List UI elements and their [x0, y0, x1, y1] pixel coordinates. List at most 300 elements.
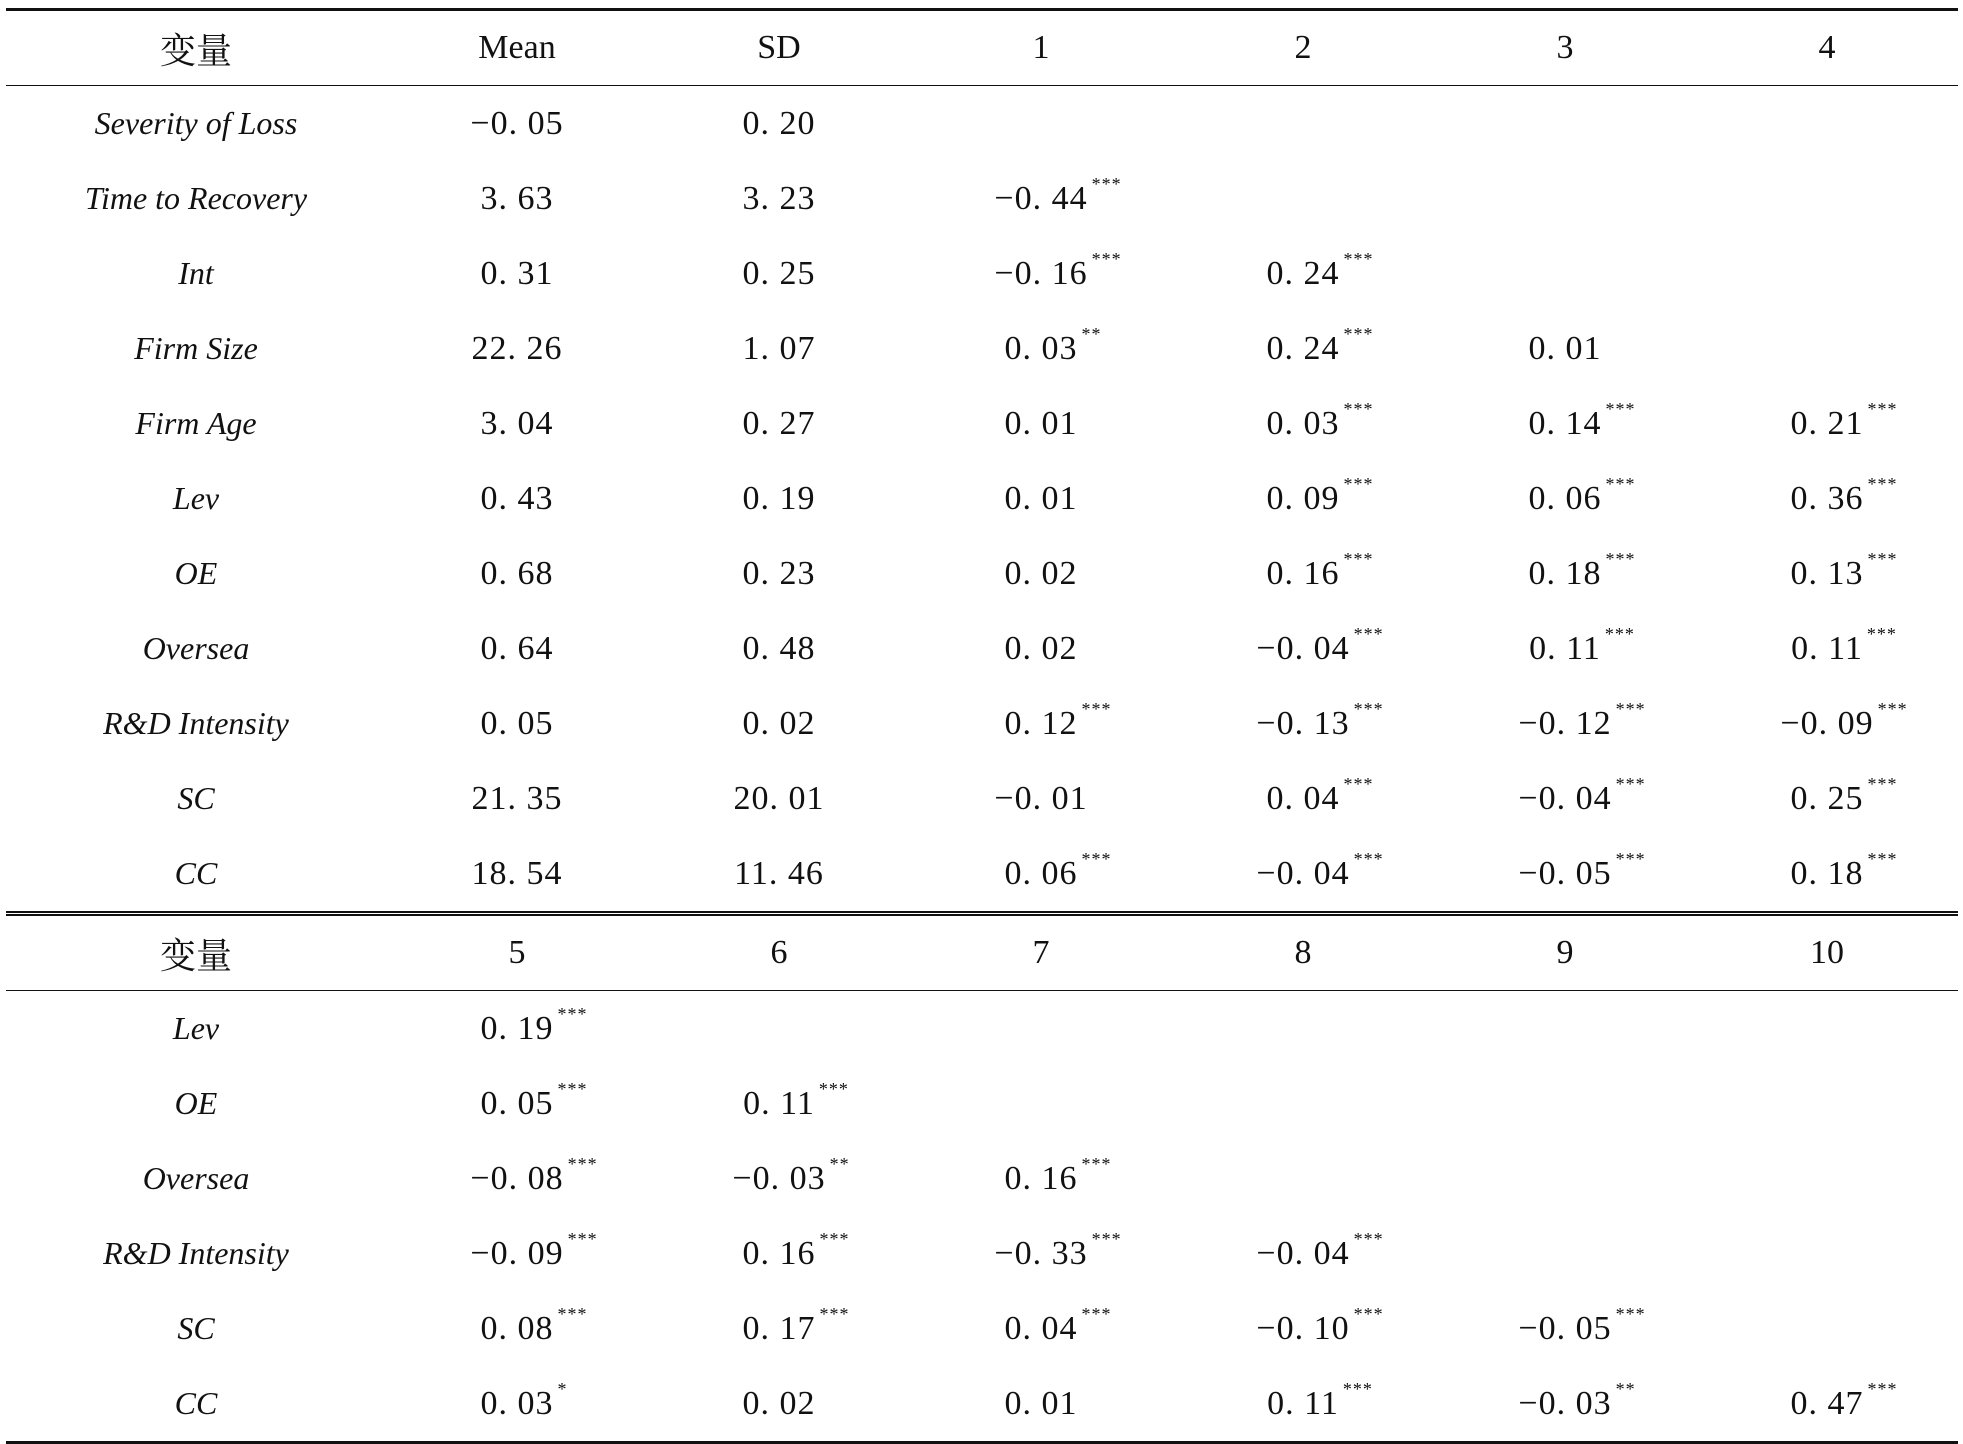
table-cell: [1696, 611, 1958, 686]
significance-stars: ***: [1615, 848, 1646, 869]
column-header: 6: [648, 914, 910, 991]
table-cell: [648, 761, 910, 836]
value-text: 0. 02: [742, 1384, 816, 1422]
column-header: 2: [1172, 10, 1434, 86]
value-text: −0. 09: [470, 1234, 564, 1272]
value-text: 0. 09: [1266, 479, 1340, 517]
table-cell: [1434, 1141, 1696, 1216]
value-text: 0. 01: [1528, 329, 1602, 367]
table-cell: [648, 1141, 910, 1216]
value-text: 0. 11: [743, 1084, 815, 1122]
table-cell: [1696, 386, 1958, 461]
column-header: 8: [1172, 914, 1434, 991]
cell-value: [1790, 398, 1898, 443]
cell-value: [742, 1228, 850, 1273]
significance-stars: ***: [1877, 698, 1908, 719]
table-row: [6, 1141, 1958, 1216]
table-cell: [1434, 461, 1696, 536]
significance-stars: ***: [819, 1303, 850, 1324]
table-row: [6, 86, 1958, 162]
significance-stars: ***: [1604, 623, 1635, 644]
variable-name: Severity of Loss: [94, 105, 298, 141]
value-text: −0. 13: [1256, 704, 1350, 742]
value-text: 0. 16: [742, 1234, 816, 1272]
significance-stars: ***: [819, 1228, 850, 1249]
table-cell: [1696, 1366, 1958, 1443]
cell-value: [994, 173, 1122, 218]
significance-stars: ***: [1353, 623, 1384, 644]
table-cell: [1172, 386, 1434, 461]
header-variable-label: 变量: [6, 10, 386, 86]
table-cell: [1434, 161, 1696, 236]
significance-stars: ***: [1343, 323, 1374, 344]
table-cell: [648, 1066, 910, 1141]
significance-stars: ***: [1867, 473, 1898, 494]
cell-value: [481, 480, 554, 518]
table-cell: [1172, 236, 1434, 311]
cell-value: [481, 630, 554, 668]
table-cell: [910, 611, 1172, 686]
cell-value: [1266, 323, 1374, 368]
significance-stars: ***: [1353, 1228, 1384, 1249]
cell-value: [1528, 548, 1636, 593]
table-cell: [910, 991, 1172, 1067]
value-text: 0. 05: [480, 704, 554, 742]
variable-name: Time to Recovery: [84, 180, 308, 216]
cell-value: [1266, 398, 1374, 443]
significance-stars: ***: [1615, 698, 1646, 719]
significance-stars: ***: [1867, 773, 1898, 794]
value-text: −0. 05: [1518, 854, 1612, 892]
table-cell: [648, 311, 910, 386]
value-text: −0. 44: [994, 179, 1088, 217]
cell-value: [1790, 548, 1898, 593]
value-text: −0. 05: [1518, 1309, 1612, 1347]
cell-value: [743, 180, 816, 218]
variable-name: SC: [177, 1310, 215, 1346]
cell-value: [1529, 330, 1602, 368]
cell-value: [1266, 548, 1374, 593]
table-cell: [648, 236, 910, 311]
cell-value: [743, 630, 816, 668]
value-text: 20. 01: [733, 779, 825, 817]
significance-stars: ***: [1343, 773, 1374, 794]
significance-stars: **: [1081, 323, 1102, 344]
significance-stars: ***: [1343, 473, 1374, 494]
table-cell: [386, 991, 648, 1067]
table-cell: [386, 311, 648, 386]
value-text: 3. 23: [742, 179, 816, 217]
value-text: 0. 64: [480, 629, 554, 667]
cell-value: [742, 1303, 850, 1348]
significance-stars: ***: [567, 1228, 598, 1249]
cell-value: [1791, 623, 1897, 668]
table-cell: [1172, 1216, 1434, 1291]
cell-value: [994, 1228, 1122, 1273]
value-text: 0. 01: [1004, 404, 1078, 442]
table-cell: [386, 1216, 648, 1291]
table-cell: [386, 1141, 648, 1216]
table-cell: [1696, 761, 1958, 836]
significance-stars: ***: [1081, 1303, 1112, 1324]
table-cell: [386, 1291, 648, 1366]
significance-stars: ***: [1343, 548, 1374, 569]
table-cell: [1434, 1366, 1696, 1443]
significance-stars: ***: [557, 1078, 588, 1099]
table-cell: [648, 1291, 910, 1366]
table-row: [6, 1066, 1958, 1141]
cell-value: [1528, 473, 1636, 518]
significance-stars: ***: [1867, 1378, 1898, 1399]
table-cell: [910, 1216, 1172, 1291]
significance-stars: ***: [1867, 548, 1898, 569]
table-row: [6, 1291, 1958, 1366]
value-text: −0. 09: [1780, 704, 1874, 742]
table-cell: [1434, 686, 1696, 761]
table-cell: [1434, 1216, 1696, 1291]
cell-value: [743, 330, 816, 368]
value-text: 0. 68: [480, 554, 554, 592]
table-row: [6, 761, 1958, 836]
column-header: Mean: [386, 10, 648, 86]
value-text: 0. 43: [480, 479, 554, 517]
cell-value: [470, 1228, 598, 1273]
table-cell: [386, 161, 648, 236]
cell-value: [1005, 405, 1078, 443]
column-header: 4: [1696, 10, 1958, 86]
cell-value: [1256, 848, 1384, 893]
value-text: 0. 02: [1004, 554, 1078, 592]
table-cell: [1696, 311, 1958, 386]
value-text: 0. 03: [1266, 404, 1340, 442]
cell-value: [1004, 848, 1112, 893]
variable-name: Oversea: [142, 1160, 250, 1196]
cell-value: [1266, 248, 1374, 293]
table-cell: [1434, 1291, 1696, 1366]
cell-value: [734, 780, 825, 818]
cell-value: [480, 1378, 568, 1423]
table-cell: [386, 386, 648, 461]
cell-value: [1518, 773, 1646, 818]
value-text: 0. 18: [1790, 854, 1864, 892]
correlation-table-container: [6, 8, 1958, 1444]
value-text: 0. 04: [1004, 1309, 1078, 1347]
value-text: 0. 02: [1004, 629, 1078, 667]
significance-stars: ***: [1343, 398, 1374, 419]
significance-stars: **: [1615, 1378, 1636, 1399]
table-cell: [1696, 161, 1958, 236]
significance-stars: ***: [1081, 1153, 1112, 1174]
cell-value: [1004, 698, 1112, 743]
value-text: 0. 12: [1004, 704, 1078, 742]
cell-value: [1518, 1303, 1646, 1348]
table-cell: [1696, 536, 1958, 611]
correlation-table: [6, 8, 1958, 1444]
value-text: −0. 05: [470, 104, 564, 142]
cell-value: [1256, 1303, 1384, 1348]
value-text: 0. 02: [742, 704, 816, 742]
cell-value: [1267, 1378, 1373, 1423]
value-text: 0. 48: [742, 629, 816, 667]
variable-name: SC: [177, 780, 215, 816]
table-cell: [1434, 991, 1696, 1067]
value-text: 0. 18: [1528, 554, 1602, 592]
value-text: 1. 07: [742, 329, 816, 367]
cell-value: [743, 255, 816, 293]
table-cell: [1172, 86, 1434, 162]
significance-stars: *: [557, 1378, 568, 1399]
significance-stars: ***: [557, 1003, 588, 1024]
table-cell: [1696, 1141, 1958, 1216]
table-cell: [1434, 536, 1696, 611]
significance-stars: ***: [557, 1303, 588, 1324]
value-text: 0. 11: [1529, 629, 1601, 667]
value-text: −0. 04: [1518, 779, 1612, 817]
cell-value: [1790, 473, 1898, 518]
table-cell: [1172, 1291, 1434, 1366]
table-cell: [910, 461, 1172, 536]
table-cell: [648, 386, 910, 461]
table-cell: [910, 161, 1172, 236]
value-text: 0. 21: [1790, 404, 1864, 442]
table-cell: [1434, 236, 1696, 311]
panel1-header-row: [6, 10, 1958, 86]
table-cell: [648, 836, 910, 914]
table-row: [6, 611, 1958, 686]
cell-value: [1266, 773, 1374, 818]
value-text: 0. 11: [1791, 629, 1863, 667]
significance-stars: ***: [1091, 173, 1122, 194]
significance-stars: ***: [1353, 848, 1384, 869]
variable-name: CC: [6, 1366, 386, 1443]
cell-value: [480, 1303, 588, 1348]
table-cell: [386, 86, 648, 162]
table-cell: [1172, 686, 1434, 761]
cell-value: [1005, 555, 1078, 593]
cell-value: [743, 555, 816, 593]
cell-value: [1256, 623, 1384, 668]
table-cell: [1434, 836, 1696, 914]
table-cell: [910, 1291, 1172, 1366]
cell-value: [743, 705, 816, 743]
value-text: 3. 04: [480, 404, 554, 442]
table-row: [6, 461, 1958, 536]
value-text: −0. 04: [1256, 1234, 1350, 1272]
cell-value: [470, 105, 563, 143]
significance-stars: ***: [1091, 1228, 1122, 1249]
table-cell: [1434, 311, 1696, 386]
significance-stars: ***: [1353, 1303, 1384, 1324]
value-text: 0. 23: [742, 554, 816, 592]
variable-name: R&D Intensity: [103, 705, 289, 741]
value-text: 11. 46: [734, 854, 824, 892]
cell-value: [1256, 698, 1384, 743]
table-cell: [910, 536, 1172, 611]
cell-value: [1790, 1378, 1898, 1423]
value-text: 0. 19: [742, 479, 816, 517]
table-body: [6, 10, 1958, 1443]
table-cell: [1696, 1291, 1958, 1366]
table-cell: [910, 236, 1172, 311]
significance-stars: ***: [1615, 773, 1646, 794]
value-text: −0. 10: [1256, 1309, 1350, 1347]
value-text: 0. 01: [1004, 1384, 1078, 1422]
cell-value: [1005, 630, 1078, 668]
column-header: 5: [386, 914, 648, 991]
value-text: 0. 17: [742, 1309, 816, 1347]
variable-name: R&D Intensity: [103, 1235, 289, 1271]
variable-name: Oversea: [142, 630, 250, 666]
table-row: [6, 1216, 1958, 1291]
cell-value: [1518, 848, 1646, 893]
cell-value: [472, 780, 563, 818]
table-cell: [1434, 1066, 1696, 1141]
table-cell: [1696, 236, 1958, 311]
significance-stars: ***: [1867, 398, 1898, 419]
value-text: −0. 03: [1518, 1384, 1612, 1422]
panel2-header-row: [6, 914, 1958, 991]
value-text: 0. 16: [1266, 554, 1340, 592]
significance-stars: **: [829, 1153, 850, 1174]
value-text: 0. 25: [1790, 779, 1864, 817]
table-cell: [1696, 836, 1958, 914]
table-row: [6, 686, 1958, 761]
table-cell: [1696, 86, 1958, 162]
table-cell: [648, 1366, 910, 1443]
table-cell: [910, 836, 1172, 914]
table-cell: [1696, 1066, 1958, 1141]
value-text: −0. 01: [994, 779, 1088, 817]
significance-stars: ***: [1342, 1378, 1373, 1399]
cell-value: [1004, 1153, 1112, 1198]
table-cell: [1172, 1066, 1434, 1141]
table-cell: [1434, 611, 1696, 686]
value-text: 0. 01: [1004, 479, 1078, 517]
value-text: −0. 04: [1256, 854, 1350, 892]
significance-stars: ***: [1091, 248, 1122, 269]
table-cell: [1696, 1216, 1958, 1291]
value-text: 0. 36: [1790, 479, 1864, 517]
cell-value: [994, 248, 1122, 293]
cell-value: [1005, 1385, 1078, 1423]
cell-value: [481, 705, 554, 743]
value-text: −0. 03: [732, 1159, 826, 1197]
cell-value: [994, 780, 1087, 818]
variable-name: OE: [174, 555, 218, 591]
cell-value: [1256, 1228, 1384, 1273]
variable-name: Int: [178, 255, 214, 291]
table-cell: [648, 86, 910, 162]
cell-value: [1518, 698, 1646, 743]
significance-stars: ***: [1866, 623, 1897, 644]
value-text: 0. 11: [1267, 1384, 1339, 1422]
value-text: 18. 54: [471, 854, 563, 892]
cell-value: [480, 1003, 588, 1048]
table-cell: [1172, 611, 1434, 686]
table-row: [6, 536, 1958, 611]
table-cell: [910, 386, 1172, 461]
table-cell: [1172, 1366, 1434, 1443]
table-row: [6, 386, 1958, 461]
cell-value: [1004, 1303, 1112, 1348]
variable-name: Firm Size: [134, 330, 258, 366]
table-cell: [648, 1216, 910, 1291]
cell-value: [743, 1078, 849, 1123]
value-text: 0. 25: [742, 254, 816, 292]
table-cell: [910, 1141, 1172, 1216]
value-text: 0. 04: [1266, 779, 1340, 817]
variable-name: CC: [6, 836, 386, 914]
significance-stars: ***: [567, 1153, 598, 1174]
table-cell: [648, 611, 910, 686]
table-cell: [386, 236, 648, 311]
significance-stars: ***: [1353, 698, 1384, 719]
table-row: [6, 236, 1958, 311]
table-cell: [1434, 761, 1696, 836]
significance-stars: ***: [1081, 698, 1112, 719]
value-text: 0. 14: [1528, 404, 1602, 442]
cell-value: [470, 1153, 598, 1198]
cell-value: [481, 405, 554, 443]
table-cell: [386, 836, 648, 914]
table-cell: [386, 1066, 648, 1141]
value-text: 0. 06: [1004, 854, 1078, 892]
table-cell: [386, 686, 648, 761]
value-text: −0. 16: [994, 254, 1088, 292]
table-cell: [910, 86, 1172, 162]
column-header: 3: [1434, 10, 1696, 86]
table-row: [6, 161, 1958, 236]
value-text: 0. 24: [1266, 329, 1340, 367]
value-text: 0. 27: [742, 404, 816, 442]
value-text: −0. 12: [1518, 704, 1612, 742]
table-cell: [1172, 461, 1434, 536]
cell-value: [1005, 480, 1078, 518]
value-text: 3. 63: [480, 179, 554, 217]
cell-value: [1790, 848, 1898, 893]
table-cell: [1172, 311, 1434, 386]
table-cell: [1696, 461, 1958, 536]
significance-stars: ***: [1615, 1303, 1646, 1324]
variable-name: OE: [174, 1085, 218, 1121]
significance-stars: ***: [1605, 548, 1636, 569]
value-text: 0. 24: [1266, 254, 1340, 292]
cell-value: [1004, 323, 1102, 368]
table-cell: [1172, 761, 1434, 836]
value-text: 0. 47: [1790, 1384, 1864, 1422]
value-text: 0. 08: [480, 1309, 554, 1347]
table-cell: [648, 686, 910, 761]
column-header: 9: [1434, 914, 1696, 991]
variable-name: Lev: [172, 480, 220, 516]
significance-stars: ***: [818, 1078, 849, 1099]
value-text: 0. 31: [480, 254, 554, 292]
cell-value: [732, 1153, 850, 1198]
table-cell: [910, 311, 1172, 386]
cell-value: [1529, 623, 1635, 668]
table-cell: [910, 1366, 1172, 1443]
value-text: 0. 03: [480, 1384, 554, 1422]
value-text: 0. 16: [1004, 1159, 1078, 1197]
cell-value: [472, 330, 563, 368]
cell-value: [743, 1385, 816, 1423]
significance-stars: ***: [1605, 473, 1636, 494]
value-text: 0. 03: [1004, 329, 1078, 367]
table-cell: [1172, 536, 1434, 611]
table-cell: [1172, 1141, 1434, 1216]
cell-value: [1780, 698, 1908, 743]
value-text: 22. 26: [471, 329, 563, 367]
